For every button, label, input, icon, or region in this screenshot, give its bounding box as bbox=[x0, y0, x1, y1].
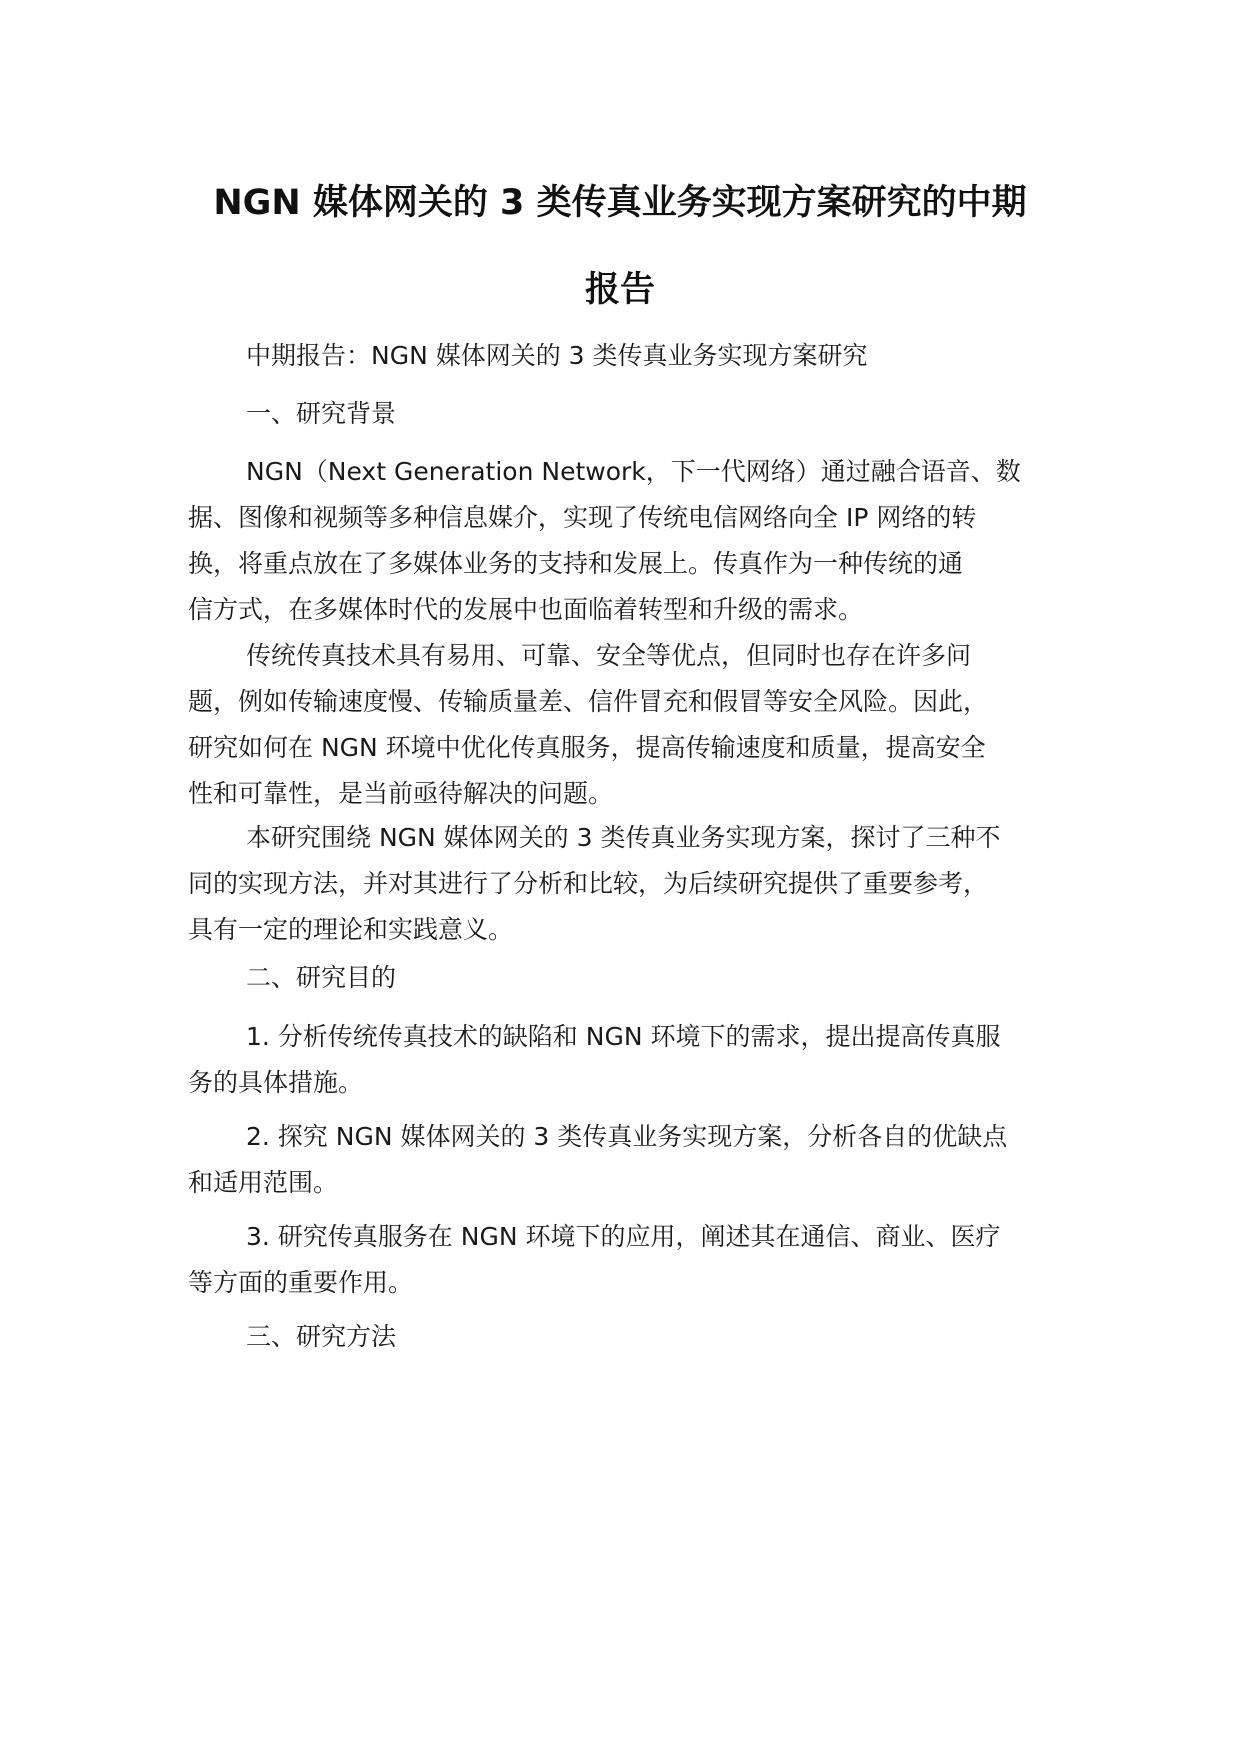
section-heading-purpose bbox=[188, 955, 1088, 1001]
paragraph-line: 1. 分析传统传真技术的缺陷和 NGN 环境下的需求，提出提高传真服 bbox=[246, 1022, 1001, 1051]
paragraph-background-1 bbox=[188, 449, 1088, 633]
paragraph-line: 题，例如传输速度慢、传输质量差、信件冒充和假冒等安全风险。因此， bbox=[188, 687, 989, 716]
paragraph-line: 同的实现方法，并对其进行了分析和比较，为后续研究提供了重要参考， bbox=[188, 869, 989, 898]
paragraph-line: 等方面的重要作用。 bbox=[188, 1268, 414, 1297]
section-heading-background bbox=[188, 391, 1088, 437]
document-title-line-2: 报告 bbox=[584, 270, 655, 310]
paragraph-line: 三、研究方法 bbox=[246, 1322, 397, 1351]
purpose-item-1 bbox=[188, 1014, 1088, 1106]
paragraph-line: 3. 研究传真服务在 NGN 环境下的应用，阐述其在通信、商业、医疗 bbox=[246, 1222, 1001, 1251]
paragraph-line: 2. 探究 NGN 媒体网关的 3 类传真业务实现方案，分析各自的优缺点 bbox=[246, 1122, 1008, 1151]
paragraph-background-3 bbox=[188, 815, 1088, 953]
paragraph-line: 性和可靠性，是当前亟待解决的问题。 bbox=[188, 779, 614, 808]
paragraph-intro bbox=[188, 333, 1088, 379]
paragraph-line: 信方式，在多媒体时代的发展中也面临着转型和升级的需求。 bbox=[188, 595, 864, 624]
paragraph-line: 据、图像和视频等多种信息媒介，实现了传统电信网络向全 IP 网络的转 bbox=[188, 503, 977, 532]
section-heading-method bbox=[188, 1314, 1088, 1360]
purpose-item-3 bbox=[188, 1214, 1088, 1306]
paragraph-line: 本研究围绕 NGN 媒体网关的 3 类传真业务实现方案，探讨了三种不 bbox=[246, 823, 1001, 852]
paragraph-line: NGN（Next Generation Network，下一代网络）通过融合语音、数 bbox=[246, 457, 1021, 486]
paragraph-line: 二、研究目的 bbox=[246, 963, 397, 992]
paragraph-line: 中期报告：NGN 媒体网关的 3 类传真业务实现方案研究 bbox=[246, 341, 868, 370]
document-title-line-1: NGN 媒体网关的 3 类传真业务实现方案研究的中期 bbox=[213, 183, 1027, 223]
paragraph-line: 一、研究背景 bbox=[246, 399, 397, 428]
paragraph-line: 和适用范围。 bbox=[188, 1168, 339, 1197]
paragraph-line: 传统传真技术具有易用、可靠、安全等优点，但同时也存在许多问 bbox=[246, 641, 972, 670]
paragraph-line: 具有一定的理论和实践意义。 bbox=[188, 915, 514, 944]
paragraph-line: 研究如何在 NGN 环境中优化传真服务，提高传输速度和质量，提高安全 bbox=[188, 733, 986, 762]
purpose-item-2 bbox=[188, 1114, 1088, 1206]
paragraph-line: 换，将重点放在了多媒体业务的支持和发展上。传真作为一种传统的通 bbox=[188, 549, 964, 578]
paragraph-background-2 bbox=[188, 633, 1088, 817]
paragraph-line: 务的具体措施。 bbox=[188, 1068, 364, 1097]
